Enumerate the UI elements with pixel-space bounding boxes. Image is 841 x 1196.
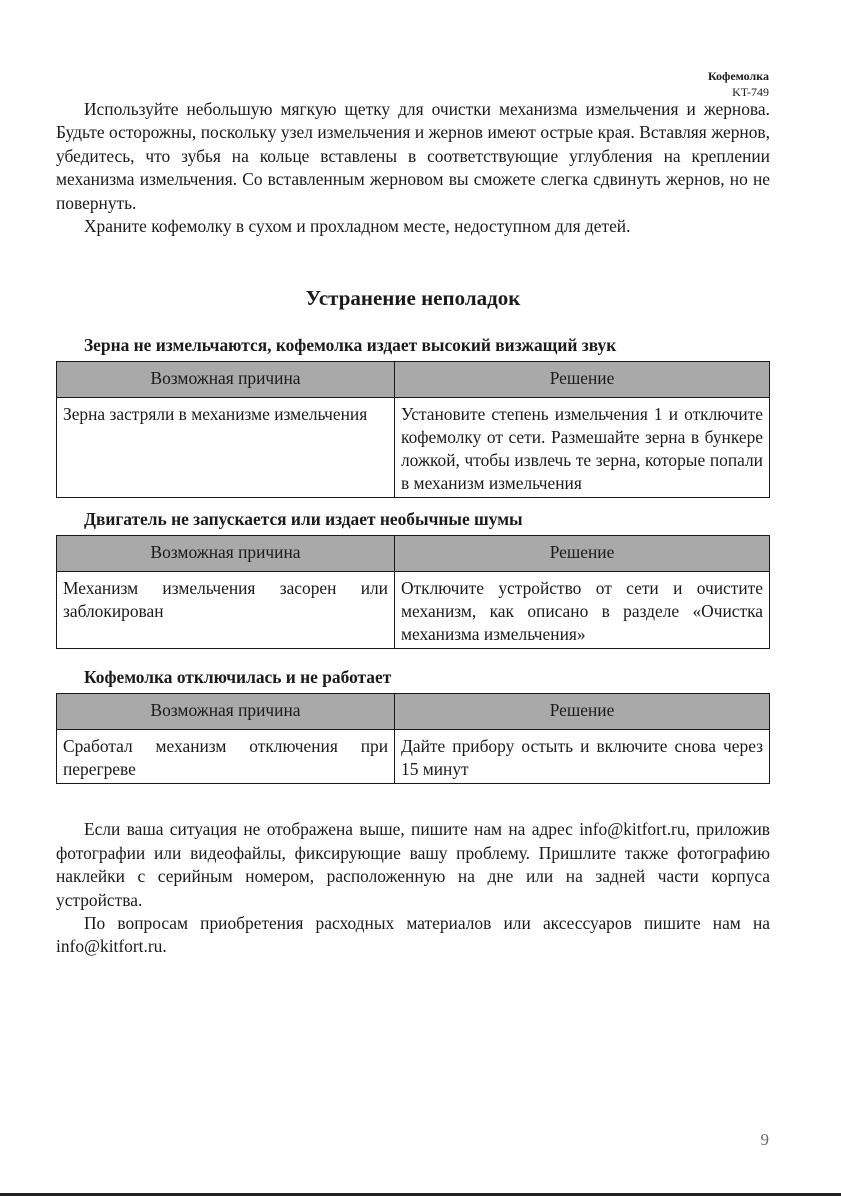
column-header-cause: Возможная причина: [57, 362, 395, 398]
problem-block: [56, 508, 770, 649]
column-header-cause: Возможная причина: [57, 694, 395, 730]
running-header: [708, 68, 769, 100]
solution-cell: Отключите устройство от сети и очистите механизм, как описано в разделе «Очистка механизма измельчения»: [395, 572, 770, 649]
troubleshooting-table: [56, 693, 770, 784]
table-row: [57, 398, 770, 498]
closing-paragraph-contact: Если ваша ситуация не отображена выше, пишите нам на адрес info@kitfort.ru, приложив фотографии или видеофайлы, фиксирующие вашу проблему. Пришлите также фотографию наклейки с серийным номером, расположенную на дне или на задней части корпуса устройства.: [56, 819, 770, 910]
troubleshooting-table: [56, 361, 770, 498]
closing-section: [56, 818, 770, 958]
solution-cell: Установите степень измельчения 1 и отключите кофемолку от сети. Размешайте зерна в бункере ложкой, чтобы извлечь те зерна, которые попали в механизм измельчения: [395, 398, 770, 498]
problem-block: [56, 334, 770, 498]
column-header-solution: Решение: [395, 362, 770, 398]
table-header-row: [57, 536, 770, 572]
problem-heading: Двигатель не запускается или издает необычные шумы: [84, 509, 523, 530]
header-model: KT-749: [732, 85, 769, 99]
column-header-solution: Решение: [395, 536, 770, 572]
column-header-solution: Решение: [395, 694, 770, 730]
problem-heading: Зерна не измельчаются, кофемолка издает высокий визжащий звук: [84, 335, 617, 356]
cause-cell: Сработал механизм отключения при перегреве: [57, 730, 395, 784]
table-row: [57, 572, 770, 649]
problem-block: [56, 666, 770, 784]
table-header-row: [57, 694, 770, 730]
intro-paragraph-storage: Храните кофемолку в сухом и прохладном месте, недоступном для детей.: [84, 216, 631, 237]
problem-heading: Кофемолка отключилась и не работает: [84, 667, 392, 688]
page-content: [56, 98, 770, 959]
troubleshooting-table: [56, 535, 770, 649]
column-header-cause: Возможная причина: [57, 536, 395, 572]
closing-paragraph-accessories: По вопросам приобретения расходных материалов или аксессуаров пишите нам на info@kitfort.ru.: [56, 913, 770, 957]
table-header-row: [57, 362, 770, 398]
cause-cell: Механизм измельчения засорен или заблокирован: [57, 572, 395, 649]
header-product-name: Кофемолка: [707, 69, 769, 83]
intro-paragraph-cleaning: Используйте небольшую мягкую щетку для очистки механизма измельчения и жернова. Будьте осторожны, поскольку узел измельчения и жернов имеют острые края. Вставляя жернов, убедитесь, что зубья на кольце вставлены в соответствующие углубления на креплении механизма измельчения. Со вставленным жерновом вы сможете слегка сдвинуть жернов, но не повернуть.: [56, 99, 770, 213]
section-title-troubleshooting: Устранение неполадок: [305, 286, 521, 311]
solution-cell: Дайте прибору остыть и включите снова через 15 минут: [395, 730, 770, 784]
page-number: 9: [760, 1130, 769, 1149]
cause-cell: Зерна застряли в механизме измельчения: [57, 398, 395, 498]
table-row: [57, 730, 770, 784]
